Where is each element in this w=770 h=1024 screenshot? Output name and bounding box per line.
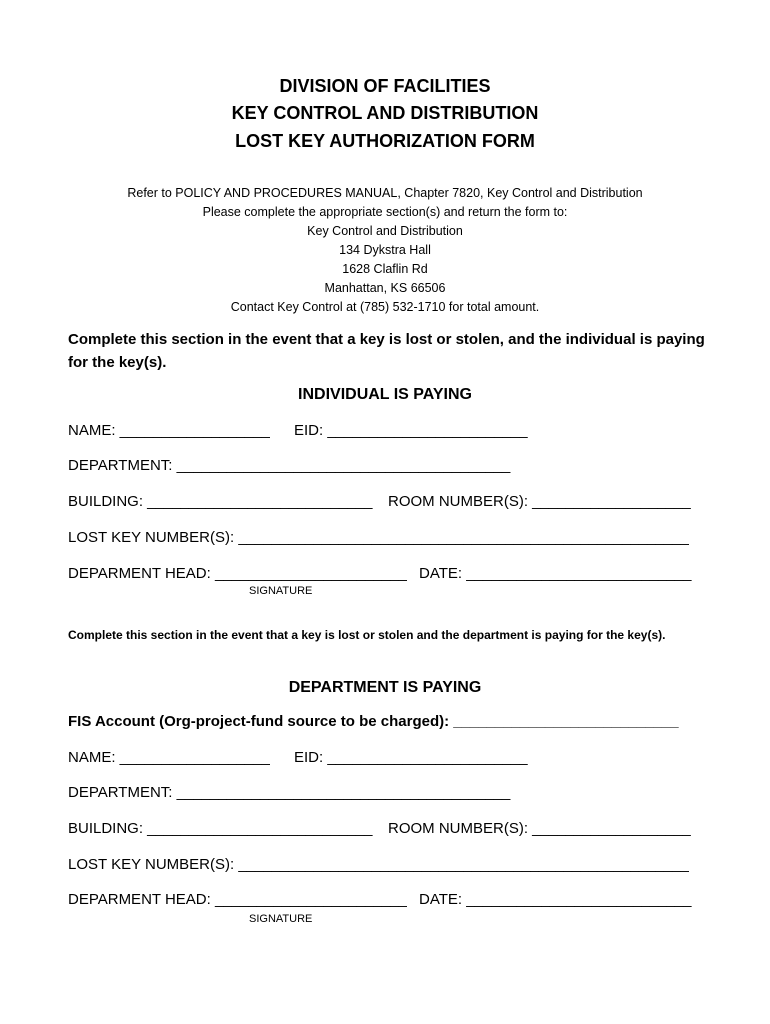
department-signature-label: SIGNATURE [249, 913, 313, 925]
department-room-field[interactable]: ROOM NUMBER(S): ___________________ [388, 820, 691, 837]
individual-lost-keys-field[interactable]: LOST KEY NUMBER(S): ______________________________________________________ [68, 529, 689, 546]
individual-date-field[interactable]: DATE: ___________________________ [419, 565, 692, 582]
office-address-line-2: 1628 Claflin Rd [342, 262, 428, 276]
individual-instruction: Complete this section in the event that a key is lost or stolen, and the individual is paying for the key(s). [68, 331, 705, 371]
department-lost-keys-field[interactable]: LOST KEY NUMBER(S): ______________________________________________________ [68, 856, 689, 873]
office-name: Key Control and Distribution [307, 224, 463, 238]
department-dept-head-field[interactable]: DEPARMENT HEAD: _______________________ [68, 891, 407, 908]
department-section-heading: DEPARTMENT IS PAYING [288, 679, 482, 696]
fis-account-field[interactable]: FIS Account (Org-project-fund source to be charged): ___________________________ [68, 713, 679, 730]
department-name-field[interactable]: NAME: __________________ [68, 749, 270, 766]
individual-name-field[interactable]: NAME: __________________ [68, 422, 270, 439]
contact-info: Contact Key Control at (785) 532-1710 for total amount. [230, 300, 540, 314]
individual-eid-field[interactable]: EID: ________________________ [294, 422, 528, 439]
department-department-field[interactable]: DEPARTMENT: ________________________________________ [68, 784, 511, 801]
return-instruction: Please complete the appropriate section(s) and return the form to: [202, 205, 568, 219]
department-eid-field[interactable]: EID: ________________________ [294, 749, 528, 766]
policy-reference: Refer to POLICY AND PROCEDURES MANUAL, Chapter 7820, Key Control and Distribution [127, 186, 643, 200]
individual-department-field[interactable]: DEPARTMENT: ________________________________________ [68, 457, 511, 474]
individual-signature-label: SIGNATURE [249, 585, 313, 597]
form-title-line-2: KEY CONTROL AND DISTRIBUTION [231, 103, 539, 123]
office-address-line-1: 134 Dykstra Hall [339, 243, 431, 257]
form-title-line-1: DIVISION OF FACILITIES [279, 76, 491, 96]
form-title-line-3: LOST KEY AUTHORIZATION FORM [235, 131, 535, 151]
department-building-field[interactable]: BUILDING: ___________________________ [68, 820, 373, 837]
individual-dept-head-field[interactable]: DEPARMENT HEAD: _______________________ [68, 565, 407, 582]
individual-section-heading: INDIVIDUAL IS PAYING [298, 386, 472, 403]
individual-room-field[interactable]: ROOM NUMBER(S): ___________________ [388, 493, 691, 510]
department-date-field[interactable]: DATE: ___________________________ [419, 891, 692, 908]
department-instruction: Complete this section in the event that a key is lost or stolen and the department is paying for the key(s). [68, 628, 666, 642]
individual-building-field[interactable]: BUILDING: ___________________________ [68, 493, 373, 510]
office-city: Manhattan, KS 66506 [324, 281, 446, 295]
